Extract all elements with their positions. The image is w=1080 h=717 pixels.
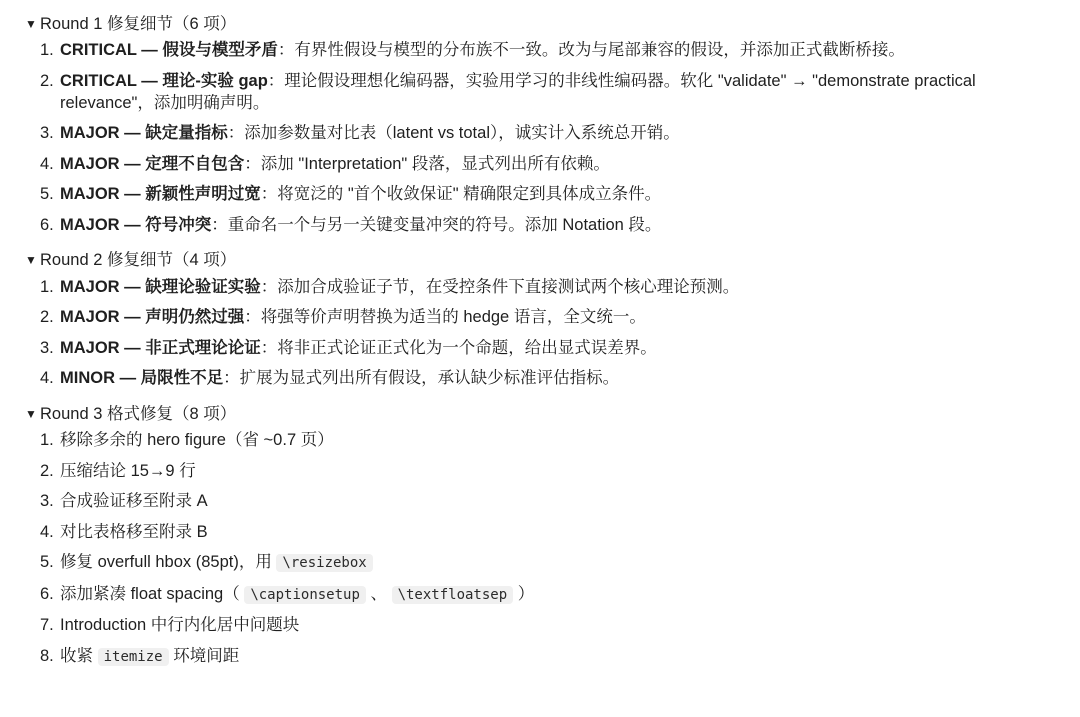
item-text: 修复 overfull hbox (85pt)，用 xyxy=(60,553,277,571)
item-text: ：有界性假设与模型的分布族不一致。改为与尾部兼容的假设，并添加正式截断桥接。 xyxy=(277,41,905,59)
item-number: 4. xyxy=(40,522,54,541)
item-number: 2. xyxy=(40,461,54,480)
inline-code: \captionsetup xyxy=(244,586,366,604)
item-text-mid: 、 xyxy=(365,584,392,603)
item-text: 收紧 xyxy=(60,646,98,665)
round-2-list xyxy=(25,276,1080,390)
list-item xyxy=(25,39,1080,61)
inline-code: \resizebox xyxy=(276,554,372,572)
item-number: 4. xyxy=(40,154,54,173)
list-item xyxy=(25,122,1080,144)
list-item xyxy=(25,70,1080,114)
list-item xyxy=(25,429,1080,451)
round-1-toggle[interactable] xyxy=(25,12,1080,35)
round-3-section xyxy=(25,402,1080,668)
item-number: 5. xyxy=(40,185,54,203)
list-item xyxy=(25,276,1080,298)
item-number: 2. xyxy=(40,308,54,326)
list-item xyxy=(25,337,1080,359)
list-item xyxy=(25,367,1080,389)
list-item xyxy=(25,214,1080,236)
item-number: 1. xyxy=(40,41,54,59)
item-number: 4. xyxy=(40,369,54,387)
item-number: 3. xyxy=(40,124,54,142)
item-text: ：将非正式论证正式化为一个命题，给出显式误差界。 xyxy=(260,338,657,357)
list-item xyxy=(25,306,1080,328)
item-text: ：添加合成验证子节，在受控条件下直接测试两个核心理论预测。 xyxy=(260,277,740,296)
list-item xyxy=(25,183,1080,205)
item-text: ：重命名一个与另一关键变量冲突的符号。添加 Notation 段。 xyxy=(211,215,662,234)
item-text: Introduction 中行内化居中问题块 xyxy=(60,616,300,634)
list-item xyxy=(25,645,1080,668)
list-item xyxy=(25,551,1080,574)
item-number: 6. xyxy=(40,584,54,603)
item-number: 1. xyxy=(40,277,54,296)
item-text: 压缩结论 15→9 行 xyxy=(60,461,196,480)
item-lead: CRITICAL — 假设与模型矛盾 xyxy=(60,41,278,59)
list-item xyxy=(25,521,1080,543)
item-text: ：扩展为显式列出所有假设，承认缺少标准评估指标。 xyxy=(223,369,620,387)
item-number: 2. xyxy=(40,71,54,90)
item-text: ：添加 "Interpretation" 段落，显式列出所有依赖。 xyxy=(244,154,610,173)
item-number: 5. xyxy=(40,553,54,571)
item-lead: MAJOR — 声明仍然过强 xyxy=(60,308,245,326)
item-lead: MAJOR — 缺理论验证实验 xyxy=(60,277,261,296)
item-text: 对比表格移至附录 B xyxy=(60,522,208,541)
item-text: ：理论假设理想化编码器，实验用学习的非线性编码器。软化 "validate" → "demonstrate practical relevance"，添加明确声明。 xyxy=(60,71,976,112)
round-2-title: Round 2 修复细节（4 项） xyxy=(40,251,237,269)
round-3-list xyxy=(25,429,1080,668)
item-number: 6. xyxy=(40,215,54,234)
item-text: ：将强等价声明替换为适当的 hedge 语言，全文统一。 xyxy=(244,308,646,326)
item-text-tail: 环境间距 xyxy=(168,646,240,665)
round-1-title: Round 1 修复细节（6 项） xyxy=(40,14,237,33)
disclosure-triangle-icon: ▼ xyxy=(25,406,37,421)
disclosure-triangle-icon: ▼ xyxy=(25,253,37,267)
list-item xyxy=(25,583,1080,606)
item-number: 7. xyxy=(40,616,54,634)
list-item xyxy=(25,490,1080,512)
item-lead: MAJOR — 符号冲突 xyxy=(60,215,212,234)
item-lead: MINOR — 局限性不足 xyxy=(60,369,224,387)
list-item xyxy=(25,460,1080,482)
item-text: 合成验证移至附录 A xyxy=(60,492,208,510)
round-2-toggle[interactable] xyxy=(25,249,1080,272)
inline-code: itemize xyxy=(98,648,169,666)
item-number: 3. xyxy=(40,338,54,357)
round-1-list xyxy=(25,39,1080,236)
round-2-section xyxy=(25,249,1080,390)
inline-code: \textfloatsep xyxy=(392,586,514,604)
disclosure-triangle-icon: ▼ xyxy=(25,16,37,31)
round-3-toggle[interactable] xyxy=(25,402,1080,425)
item-lead: MAJOR — 新颖性声明过宽 xyxy=(60,185,261,203)
item-text: 添加紧凑 float spacing（ xyxy=(60,584,245,603)
list-item xyxy=(25,614,1080,636)
item-lead: MAJOR — 非正式理论论证 xyxy=(60,338,261,357)
item-number: 3. xyxy=(40,492,54,510)
item-lead: CRITICAL — 理论-实验 gap xyxy=(60,71,268,90)
item-number: 1. xyxy=(40,431,54,449)
list-item xyxy=(25,153,1080,175)
round-1-section xyxy=(25,12,1080,236)
item-lead: MAJOR — 定理不自包含 xyxy=(60,154,245,173)
item-lead: MAJOR — 缺定量指标 xyxy=(60,124,228,142)
item-text: ：将宽泛的 "首个收敛保证" 精确限定到具体成立条件。 xyxy=(260,185,662,203)
item-number: 8. xyxy=(40,646,54,665)
item-text: ：添加参数量对比表（latent vs total），诚实计入系统总开销。 xyxy=(227,124,680,142)
item-text-tail: ） xyxy=(513,584,535,603)
item-text: 移除多余的 hero figure（省 ~0.7 页） xyxy=(60,431,334,449)
round-3-title: Round 3 格式修复（8 项） xyxy=(40,404,237,423)
